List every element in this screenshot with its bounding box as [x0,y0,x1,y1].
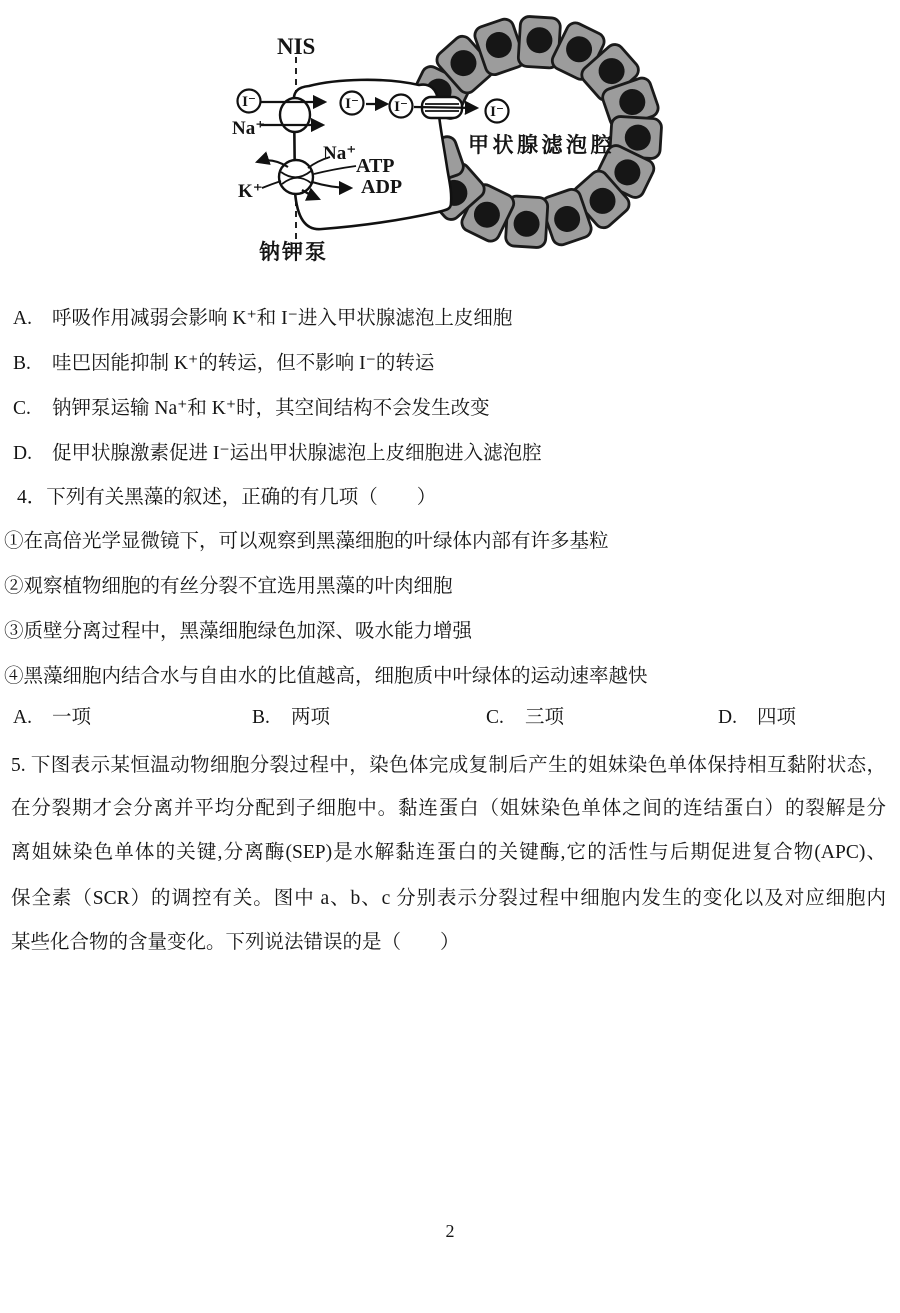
sodium-outer-label: Na⁺ [232,118,266,139]
option-label: C. [486,707,504,728]
svg-text:I⁻: I⁻ [490,104,504,120]
option-text: 两项 [291,707,331,728]
option-text: 促甲状腺激素促进 I⁻运出甲状腺滤泡上皮细胞进入滤泡腔 [52,443,542,464]
iodide-ion [341,92,364,115]
q4-item-3: ③质壁分离过程中，黑藻细胞绿色加深、吸水能力增强 [4,621,473,642]
q4-item-2: ②观察植物细胞的有丝分裂不宜选用黑藻的叶肉细胞 [4,576,453,597]
q3-option-d [13,441,542,467]
q3-option-a [13,306,512,332]
option-label: C. [13,398,31,419]
q4-stem: 4．下列有关黑藻的叙述，正确的有几项（ ） [17,487,437,508]
q4-option-a [13,705,91,731]
option-label: B. [13,353,31,374]
option-label: A. [13,308,32,329]
q5-line-4: 保全素（SCR）的调控有关。图中 a、b、c 分别表示分裂过程中细胞内发生的变化以及对应细胞内 [11,888,886,909]
q3-option-b [13,351,434,377]
q4-item-4: ④黑藻细胞内结合水与自由水的比值越高，细胞质中叶绿体的运动速率越快 [4,666,648,687]
page-number: 2 [445,1221,455,1241]
option-label: B. [252,707,270,728]
iodide-ion [390,95,413,118]
option-text: 四项 [757,707,797,728]
option-label: D. [718,707,737,728]
option-text: 呼吸作用减弱会影响 K⁺和 I⁻进入甲状腺滤泡上皮细胞 [52,308,513,329]
q4-item-1: ①在高倍光学显微镜下，可以观察到黑藻细胞的叶绿体内部有许多基粒 [4,531,609,552]
sodium-inner-label: Na⁺ [323,143,357,164]
q5-line-3: 离姐妹染色单体的关键,分离酶(SEP)是水解黏连蛋白的关键酶,它的活性与后期促进复合物(APC)、 [11,842,886,863]
adp-label: ADP [361,176,403,198]
svg-text:I⁻: I⁻ [242,94,256,110]
iodide-ion [238,90,261,113]
sodium-potassium-pump-label: 钠钾泵 [259,240,328,262]
option-text: 一项 [52,707,92,728]
iodide-out-arrow [414,107,477,108]
q5-line-2: 在分裂期才会分离并平均分配到子细胞中。黏连蛋白（姐妹染色单体之间的连结蛋白）的裂解是分 [11,798,886,819]
q3-option-c [13,396,490,422]
q5-line-1: 5. 下图表示某恒温动物细胞分裂过程中，染色体完成复制后产生的姐妹染色单体保持相互黏附状态， [11,755,886,776]
svg-text:I⁻: I⁻ [394,99,408,115]
svg-text:I⁻: I⁻ [345,96,359,112]
follicle-cell-ring [405,16,662,248]
potassium-label: K⁺ [238,181,263,202]
q4-option-d [718,705,796,731]
q4-option-b [252,705,330,731]
option-text: 三项 [525,707,565,728]
q4-option-c [486,705,564,731]
option-label: A. [13,707,32,728]
iodide-ion [486,100,509,123]
thyroid-follicle-diagram [218,4,668,262]
atp-label: ATP [356,155,395,177]
nis-label: NIS [277,34,316,59]
follicle-lumen-label: 甲状腺滤泡腔 [468,133,615,157]
potassium-line [262,181,281,188]
option-label: D. [13,443,32,464]
option-text: 哇巴因能抑制 K⁺的转运，但不影响 I⁻的转运 [52,353,435,374]
option-text: 钠钾泵运输 Na⁺和 K⁺时，其空间结构不会发生改变 [52,398,490,419]
q5-line-5: 某些化合物的含量变化。下列说法错误的是（ ） [11,932,460,953]
